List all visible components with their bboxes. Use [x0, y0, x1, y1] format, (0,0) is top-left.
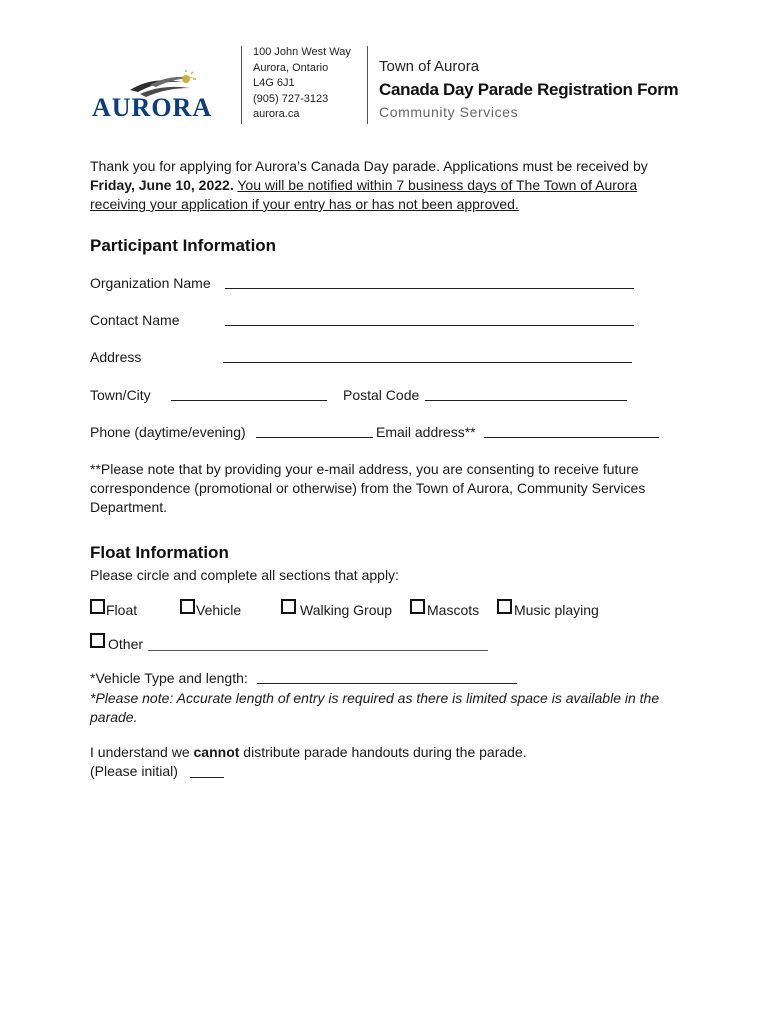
postal-code-field[interactable] — [425, 400, 627, 401]
music-playing-option-label: Music playing — [514, 602, 599, 618]
intro-deadline: Friday, June 10, 2022. — [90, 177, 234, 193]
address-line: Aurora, Ontario — [253, 61, 329, 74]
email-consent-note: **Please note that by providing your e-mail address, you are consenting to receive future correspondence (promotional or otherwise) from the Town of Aurora, Community Services Department. — [90, 461, 646, 515]
address-line: 100 John West Way — [253, 46, 351, 58]
header-divider — [367, 46, 368, 124]
other-field[interactable] — [148, 650, 488, 651]
float-checkbox[interactable] — [90, 599, 105, 614]
form-title: Canada Day Parade Registration Form — [379, 80, 679, 99]
handout-statement — [90, 744, 527, 760]
float-option-label: Float — [106, 602, 138, 618]
organization-label: Organization Name — [90, 275, 211, 291]
other-checkbox[interactable] — [90, 633, 105, 648]
float-instruction: Please circle and complete all sections that apply: — [90, 567, 399, 583]
town-name: Town of Aurora — [379, 58, 480, 75]
handout-emphasis: cannot — [193, 744, 240, 760]
vehicle-length-note: *Please note: Accurate length of entry is required as there is limited space is available in the parade. — [90, 690, 660, 725]
postal-code-label: Postal Code — [343, 387, 420, 403]
float-heading: Float Information — [90, 543, 229, 562]
music-playing-checkbox[interactable] — [497, 599, 512, 614]
participant-heading: Participant Information — [90, 236, 277, 255]
contact-label: Contact Name — [90, 312, 180, 328]
email-field[interactable] — [484, 437, 659, 438]
header-divider — [241, 46, 242, 124]
address-line: L4G 6J1 — [253, 77, 295, 89]
walking-group-checkbox[interactable] — [281, 599, 296, 614]
intro-notice: You will be notified within 7 business days of The Town of Aurora receiving your application if your entry has or has not been approved. — [90, 177, 638, 212]
handout-text: distribute parade handouts during the parade. — [243, 744, 527, 760]
address-website: aurora.ca — [253, 108, 300, 120]
organization-field[interactable] — [225, 288, 634, 289]
email-label: Email address** — [376, 424, 476, 440]
vehicle-type-label: *Vehicle Type and length: — [90, 670, 248, 686]
phone-label: Phone (daytime/evening) — [90, 424, 246, 440]
vehicle-option-label: Vehicle — [196, 602, 242, 618]
walking-group-option-label: Walking Group — [300, 602, 393, 618]
vehicle-checkbox[interactable] — [180, 599, 195, 614]
other-option-label: Other — [108, 636, 144, 652]
aurora-logo-wordmark: AURORA — [92, 93, 213, 122]
address-phone: (905) 727-3123 — [253, 92, 329, 105]
intro-text: Thank you for applying for Aurora’s Canada Day parade. Applications must be received by — [90, 158, 648, 174]
initial-field[interactable] — [190, 777, 224, 778]
phone-field[interactable] — [256, 437, 373, 438]
handout-text: I understand we — [90, 744, 190, 760]
contact-field[interactable] — [225, 325, 634, 326]
town-city-field[interactable] — [171, 400, 327, 401]
town-address — [253, 45, 351, 123]
department-name: Community Services — [379, 104, 519, 120]
vehicle-type-field[interactable] — [257, 683, 517, 684]
mascots-checkbox[interactable] — [410, 599, 425, 614]
address-field[interactable] — [223, 362, 632, 363]
mascots-option-label: Mascots — [427, 602, 480, 618]
initial-label: (Please initial) — [90, 763, 178, 779]
town-city-label: Town/City — [90, 387, 151, 403]
intro-paragraph — [90, 157, 680, 214]
address-label: Address — [90, 349, 142, 365]
